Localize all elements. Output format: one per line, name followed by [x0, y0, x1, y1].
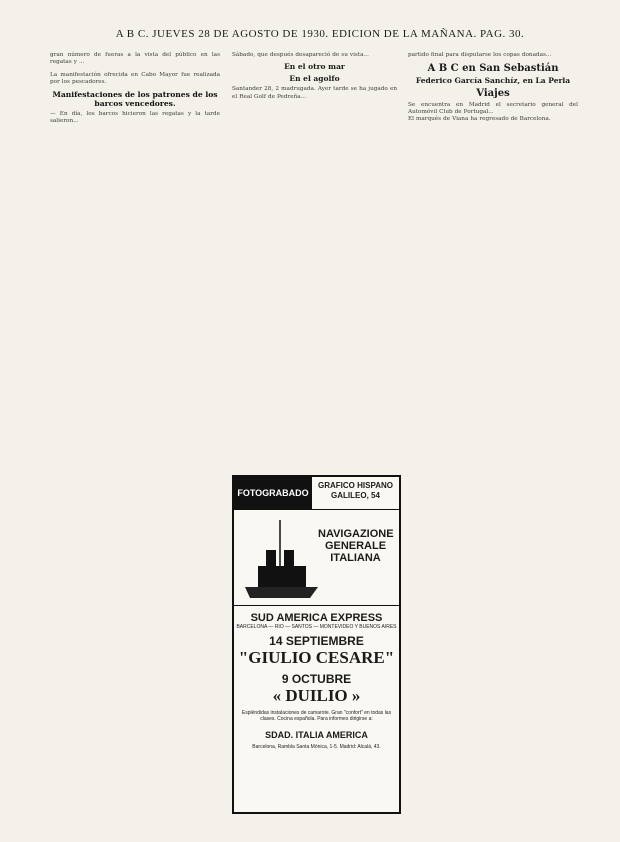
section-heading: En el agolfo — [289, 73, 340, 83]
company-name: NAVIGAZIONE GENERALE ITALIANA — [318, 528, 394, 564]
ship-icon — [240, 512, 320, 604]
text-block: gran número de fueras a la vista del público en las regatas y ... — [50, 52, 220, 66]
section-heading: En el otro mar — [284, 62, 345, 72]
ship-illustration — [234, 510, 399, 606]
page-header: A B C. JUEVES 28 DE AGOSTO DE 1930. EDICION DE LA MAÑANA. PAG. 30. — [115, 28, 525, 40]
text-block: Se encuentra en Madrid el secretario general del Automóvil Club de Portugal... — [408, 101, 578, 116]
ad-top-banner — [234, 477, 399, 510]
article-title: Federico García Sanchíz, en La Perla — [415, 75, 571, 85]
ship-advertisement — [232, 475, 401, 814]
text-block: El marqués de Viana ha regresado de Barcelona. — [408, 116, 551, 123]
text-block: partido final para disputarse los copas donadas... — [408, 52, 552, 58]
sailing-date: 14 SEPTIEMBRE — [269, 634, 364, 648]
text-block: — En día, los barcos hicieron las regatas y la tarde salieron... — [50, 110, 220, 125]
column-middle — [232, 52, 397, 101]
agency-name: SDAD. ITALIA AMERICA — [265, 730, 368, 740]
column-left — [50, 52, 220, 125]
route-title: SUD AMERICA EXPRESS — [250, 612, 383, 624]
text-block: Sábado, que después desapareció de su vista... — [232, 52, 369, 58]
column-right — [408, 52, 578, 124]
ship-name: « DUILIO » — [272, 686, 361, 705]
section-heading: Manifestaciones de los patrones de los barcos vencedores. — [52, 89, 218, 108]
text-block: Santander 28, 2 madrugada. Ayer tarde se ha jugado en el Real Golf de Pedreña... — [232, 86, 397, 100]
section-title: A B C en San Sebastián — [427, 63, 559, 75]
text-block: La manifestación ofrecida en Cabo Mayor fue realizada por los pescadores. — [50, 71, 220, 86]
agency-address: Barcelona, Rambla Santa Mónica, 1-5. Madrid: Alcalá, 43. — [252, 744, 381, 750]
fotograbado-label: FOTOGRABADO — [234, 477, 312, 509]
ad-info: Espléndidas instalaciones de camarote. Gran "confort" en todas las clases. Cocina española. Para informes dirigirse a: — [241, 710, 392, 722]
sailing-date: 9 OCTUBRE — [281, 672, 352, 686]
grafico-label: GRAFICO HISPANO GALILEO, 54 — [318, 481, 393, 500]
ship-name: "GIULIO CESARE" — [238, 648, 395, 667]
route-ports: BARCELONA — RIO — SANTOS — MONTEVIDEO Y BUENOS AIRES — [236, 624, 397, 630]
section-title: Viajes — [476, 88, 510, 100]
